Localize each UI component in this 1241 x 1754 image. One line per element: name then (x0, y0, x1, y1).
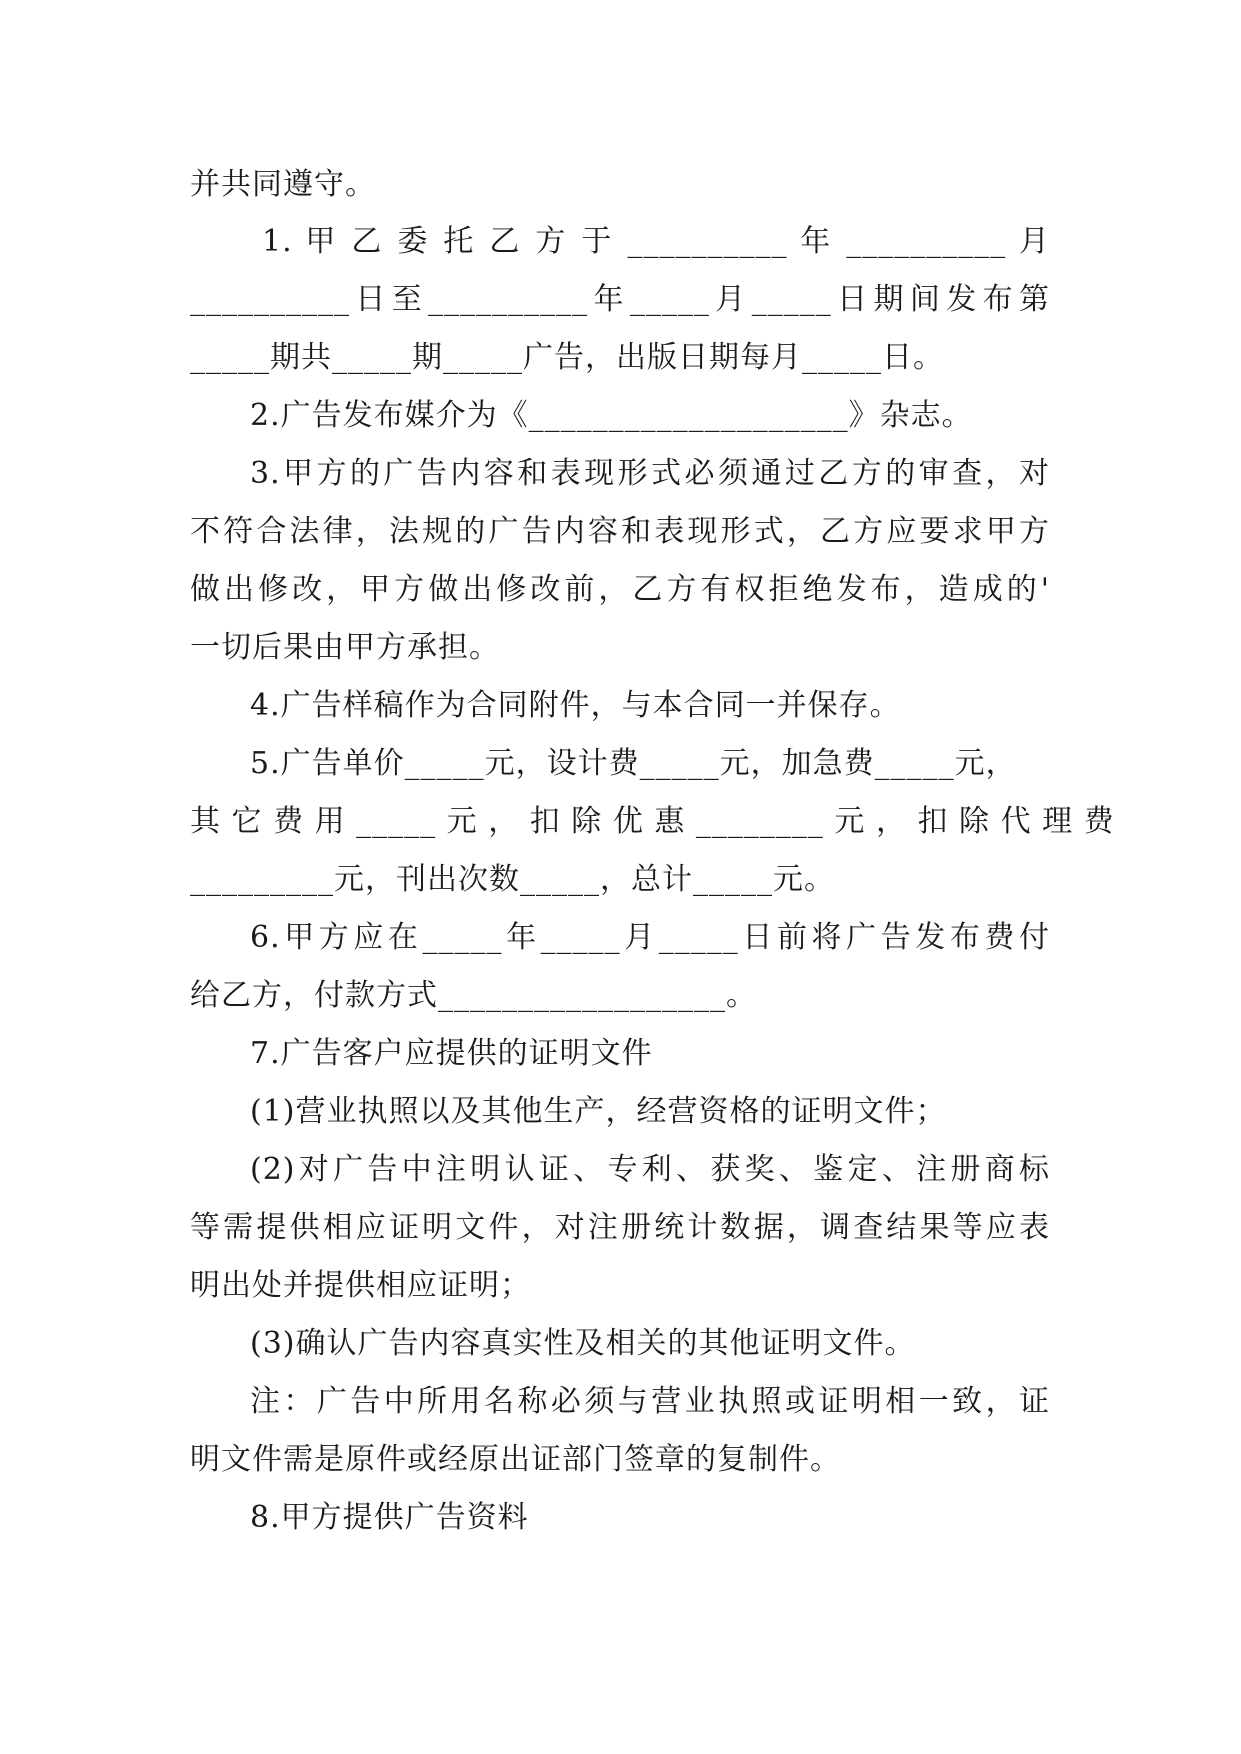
text-line-3: __________日至__________年_____月_____日期间发布第 (190, 282, 1050, 317)
text-line-10: 4.广告样稿作为合同附件，与本合同一并保存。 (250, 688, 901, 723)
text-line-11: 5.广告单价_____元，设计费_____元，加急费_____元， (250, 746, 1017, 781)
text-line-18: (2)对广告中注明认证、专利、获奖、鉴定、注册商标 (250, 1152, 1050, 1187)
text-line-21: (3)确认广告内容真实性及相关的其他证明文件。 (250, 1326, 916, 1361)
text-line-5: 2.广告发布媒介为《____________________》杂志。 (250, 398, 973, 433)
text-line-13: _________元，刊出次数_____，总计_____元。 (190, 862, 835, 897)
text-line-9: 一切后果由甲方承担。 (190, 630, 500, 665)
text-line-23: 明文件需是原件或经原出证部门签章的复制件。 (190, 1442, 841, 1477)
text-line-17: (1)营业执照以及其他生产，经营资格的证明文件； (250, 1094, 947, 1129)
text-line-7: 不符合法律，法规的广告内容和表现形式，乙方应要求甲方 (190, 514, 1050, 549)
text-line-22: 注：广告中所用名称必须与营业执照或证明相一致，证 (250, 1384, 1050, 1419)
text-line-15: 给乙方，付款方式__________________。 (190, 978, 757, 1013)
text-line-24: 8.甲方提供广告资料 (250, 1500, 529, 1535)
text-line-4: _____期共_____期_____广告，出版日期每月_____日。 (190, 340, 944, 375)
text-line-12: 其 它 费 用 _____ 元 ， 扣 除 优 惠 ________ 元 ， 扣 除 代 理 费 (190, 804, 1115, 839)
text-line-8: 做出修改，甲方做出修改前，乙方有权拒绝发布，造成的' (190, 572, 1050, 607)
text-line-1: 并共同遵守。 (190, 167, 376, 202)
text-line-16: 7.广告客户应提供的证明文件 (250, 1036, 653, 1071)
text-line-19: 等需提供相应证明文件，对注册统计数据，调查结果等应表 (190, 1210, 1050, 1245)
text-line-2: 1. 甲 乙 委 托 乙 方 于 __________ 年 __________ 月 (262, 224, 1050, 259)
text-line-20: 明出处并提供相应证明； (190, 1268, 531, 1303)
text-line-14: 6.甲方应在_____年_____月_____日前将广告发布费付 (250, 920, 1050, 955)
text-line-6: 3.甲方的广告内容和表现形式必须通过乙方的审查，对 (250, 456, 1050, 491)
